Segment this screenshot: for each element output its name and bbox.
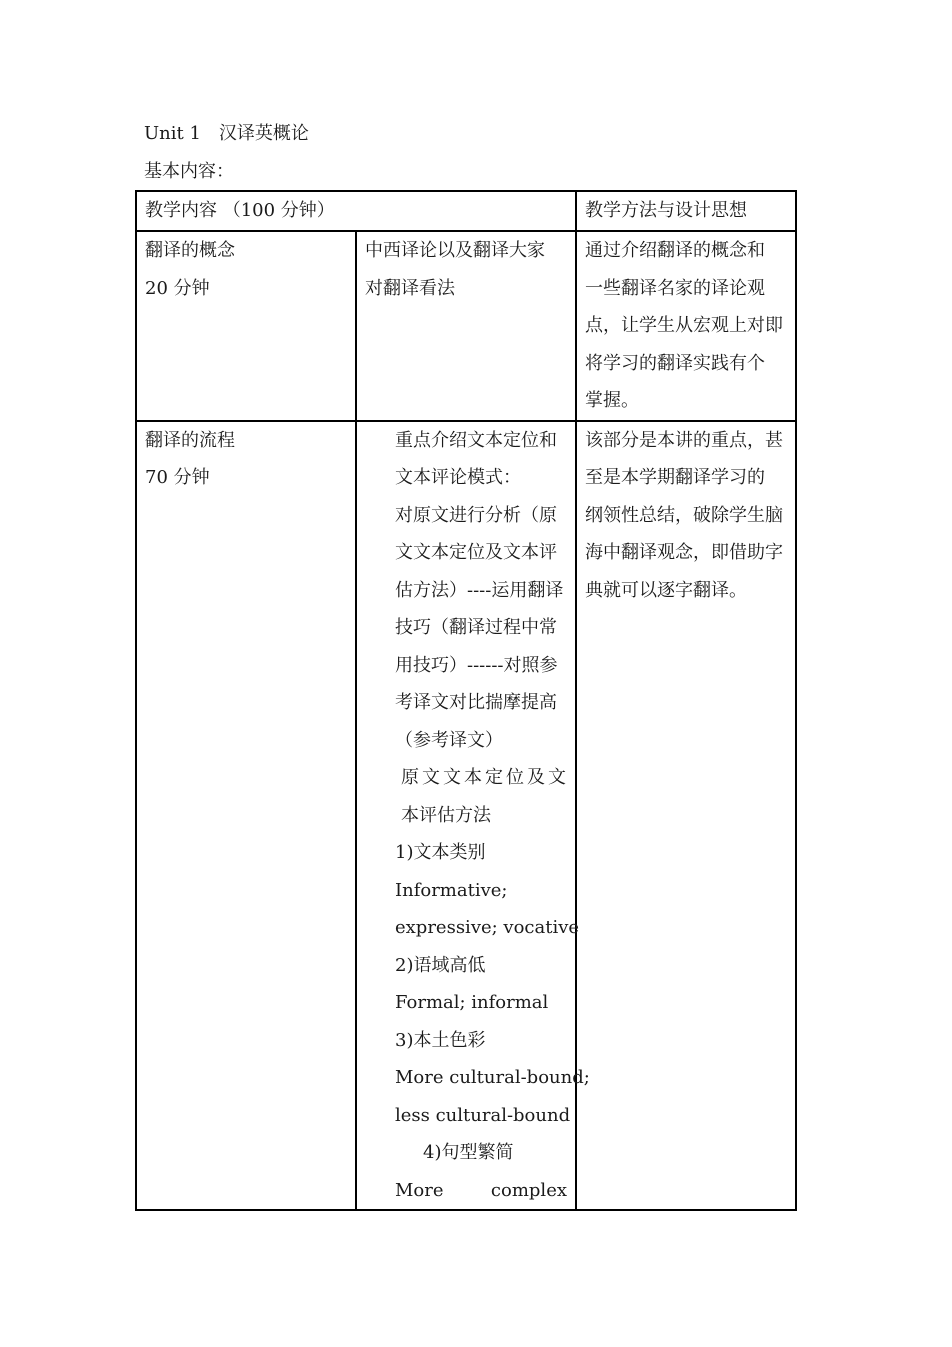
topic-label: 翻译的概念 [145,240,235,261]
header-teaching-method: 教学方法与设计思想 [576,191,796,231]
detail-line: 中西译论以及翻译大家 [365,240,545,261]
method-cell [576,231,796,421]
detail-line: 4)句型繁简 [423,1142,514,1163]
detail-cell [356,421,590,1211]
detail-line: 重点介绍文本定位和 [395,429,557,451]
header-teaching-content: 教学内容 （100 分钟） [136,191,576,231]
method-line: 一些翻译名家的译论观 [585,277,765,299]
detail-line: 文文本定位及文本评 [395,542,557,563]
topic-label: 翻译的流程 [145,429,235,451]
detail-line: 对翻译看法 [365,277,455,299]
detail-line: 本评估方法 [401,804,491,826]
duration-label: 70 分钟 [145,467,210,488]
method-line: 典就可以逐字翻译。 [585,579,747,601]
detail-line: 用技巧）------对照参 [395,654,558,676]
method-line: 纲领性总结，破除学生脑 [585,504,783,526]
method-line: 将学习的翻译实践有个 [585,352,765,374]
detail-line: less cultural-bound [395,1104,571,1126]
method-line: 该部分是本讲的重点，甚 [585,429,783,451]
detail-line: Formal; informal [395,992,549,1013]
detail-line: More cultural-bound; [395,1067,590,1088]
topic-cell [136,421,356,1211]
detail-line: 1)文本类别 [395,842,486,863]
method-line: 至是本学期翻译学习的 [585,467,765,488]
detail-word: complex [490,1179,567,1201]
unit-title: Unit 1 汉译英概论 [144,123,309,144]
detail-line: 技巧（翻译过程中常 [395,617,557,638]
lesson-plan-table [135,190,797,1211]
duration-label: 20 分钟 [145,277,210,299]
detail-line: 考译文对比揣摩提高 [395,692,557,713]
detail-line: 原文文本定位及文 [401,767,569,788]
detail-line: （参考译文） [395,729,503,751]
detail-line: expressive; vocative [395,917,580,938]
method-line: 点，让学生从宏观上对即 [585,315,783,336]
table-row [136,231,796,421]
detail-word: More [395,1179,444,1201]
table-header-row [136,191,796,231]
detail-line: Informative; [395,879,508,901]
detail-line: 对原文进行分析（原 [395,504,557,526]
topic-cell [136,231,356,421]
section-label: 基本内容： [144,161,234,182]
detail-line: 估方法）----运用翻译 [395,579,564,601]
detail-line: 文本评论模式： [395,467,521,488]
method-cell [576,421,796,1211]
detail-line: 3)本土色彩 [395,1029,486,1051]
method-line: 海中翻译观念，即借助字 [585,542,783,563]
detail-line: 2)语域高低 [395,954,486,976]
detail-line-justified [365,1172,567,1210]
detail-cell [356,231,576,421]
method-line: 掌握。 [585,390,639,411]
table-row [136,421,796,1211]
method-line: 通过介绍翻译的概念和 [585,240,765,261]
